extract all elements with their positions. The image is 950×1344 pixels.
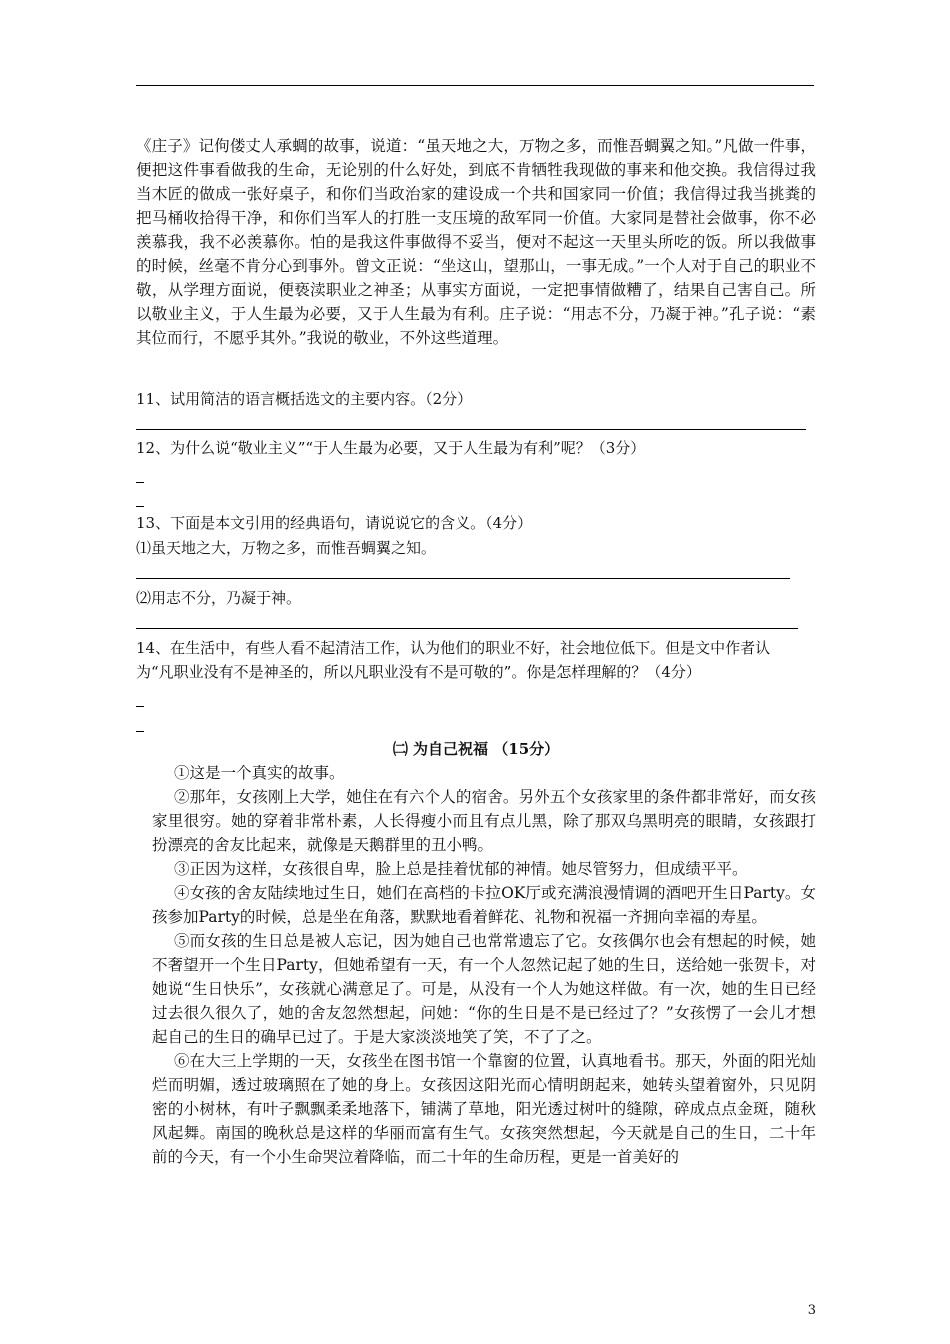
answer-line-12b[interactable]: [136, 506, 144, 507]
question-12: 12、为什么说“敬业主义”“于人生最为必要，又于人生最为有利”呢？（3分）: [136, 439, 646, 457]
answer-line-14b[interactable]: [136, 731, 144, 732]
story-paragraph-1: ①这是一个真实的故事。: [174, 764, 345, 782]
story-body: [152, 761, 816, 1169]
question-11: 11、试用简洁的语言概括选文的主要内容。（2分）: [136, 390, 473, 408]
story-paragraph-5: ⑤而女孩的生日总是被人忘记，因为她自己也常常遗忘了它。女孩偶尔也会有想起的时候，她不奢望开一个生日Party，但她希望有一天，有一个人忽然记起了她的生日，送给她一张贺卡，对她说“生日快乐”，女孩就心满意足了。可是，从没有一个人为她这样做。有一次，她的生日已经过去很久很久了，她的舍友忽然想起，问她：“你的生日是不是已经过了？”女孩愣了一会儿才想起自己的生日的确早已过了。于是大家淡淡地笑了笑，不了了之。: [152, 932, 816, 1046]
answer-line-14a[interactable]: [136, 706, 144, 707]
answer-line-13-1[interactable]: [136, 578, 790, 579]
page-number: 3: [807, 1303, 816, 1318]
answer-line-12a[interactable]: [136, 482, 144, 483]
section-title: ㈡ 为自己祝福 （15分）: [392, 740, 560, 758]
story-paragraph-4: ④女孩的舍友陆续地过生日，她们在高档的卡拉OK厅或充满浪漫情调的酒吧开生日Party。女孩参加Party的时候，总是坐在角落，默默地看着鲜花、礼物和祝福一齐拥向幸福的寿星。: [152, 884, 816, 926]
passage-text: 《庄子》记佝偻丈人承蜩的故事，说道：“虽天地之大，万物之多，而惟吾蜩翼之知。”凡做一件事，便把这件事看做我的生命，无论别的什么好处，到底不肯牺牲我现做的事来和他交换。我信得过我当木匠的做成一张好桌子，和你们当政治家的建设成一个共和国家同一价值；我信得过我当挑粪的把马桶收拾得干净，和你们当军人的打胜一支压境的敌军同一价值。大家同是替社会做事，你不必羡慕我，我不必羡慕你。怕的是我这件事做得不妥当，便对不起这一天里头所吃的饭。所以我做事的时候，丝毫不肯分心到事外。曾文正说：“坐这山，望那山，一事无成。”一个人对于自己的职业不敬，从学理方面说，便亵渎职业之神圣；从事实方面说，一定把事情做糟了，结果自己害自己。所以敬业主义，于人生最为必要，又于人生最为有利。庄子说：“用志不分，乃凝于神。”孔子说：“素其位而行，不愿乎其外。”我说的敬业，不外这些道理。: [136, 137, 816, 347]
question-14-line2: 为“凡职业没有不是神圣的，所以凡职业没有不是可敬的”。你是怎样理解的？（4分）: [136, 663, 701, 681]
reading-passage: [136, 134, 816, 350]
answer-line-13-2[interactable]: [136, 628, 798, 629]
answer-line-11[interactable]: [136, 429, 806, 430]
story-paragraph-2: ②那年，女孩刚上大学，她住在有六个人的宿舍。另外五个女孩家里的条件都非常好，而女孩家里很穷。她的穿着非常朴素，人长得瘦小而且有点儿黑，除了那双乌黑明亮的眼睛，女孩跟打扮漂亮的舍友比起来，就像是天鹅群里的丑小鸭。: [152, 788, 816, 854]
question-13-2: ⑵用志不分，乃凝于神。: [136, 589, 302, 607]
header-rule: [136, 85, 814, 86]
question-14-line1: 14、在生活中，有些人看不起清洁工作，认为他们的职业不好，社会地位低下。但是文中作者认: [136, 639, 771, 657]
question-13-1: ⑴虽天地之大，万物之多，而惟吾蜩翼之知。: [136, 539, 437, 557]
story-paragraph-6: ⑥在大三上学期的一天，女孩坐在图书馆一个靠窗的位置，认真地看书。那天，外面的阳光灿烂而明媚，透过玻璃照在了她的身上。女孩因这阳光而心情明朗起来，她转头望着窗外，只见阴密的小树林，有叶子飘飘柔柔地落下，铺满了草地，阳光透过树叶的缝隙，碎成点点金斑，随秋风起舞。南国的晚秋总是这样的华丽而富有生气。女孩突然想起，今天就是自己的生日，二十年前的今天，有一个小生命哭泣着降临，而二十年的生命历程，更是一首美好的: [152, 1052, 816, 1166]
question-13: 13、下面是本文引用的经典语句，请说说它的含义。（4分）: [136, 514, 533, 532]
story-paragraph-3: ③正因为这样，女孩很自卑，脸上总是挂着忧郁的神情。她尽管努力，但成绩平平。: [174, 860, 748, 878]
